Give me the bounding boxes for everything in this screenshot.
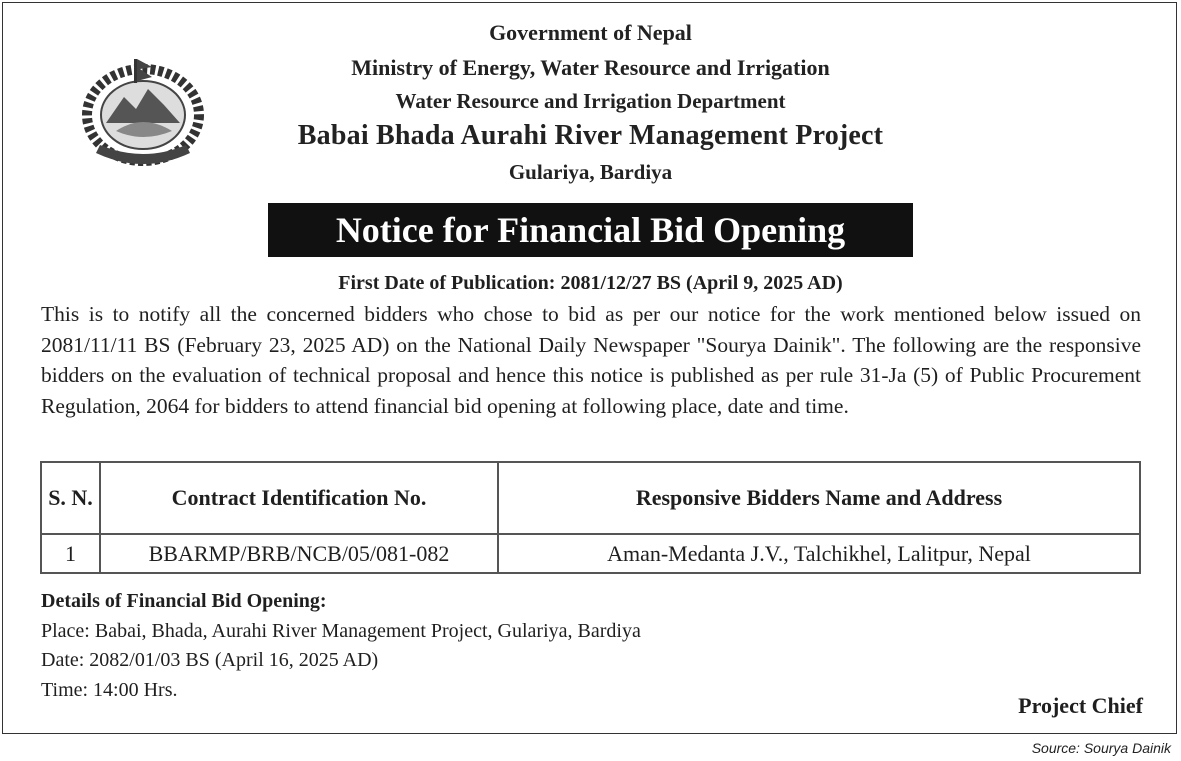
table-row: [41, 534, 1140, 573]
details-time: Time: 14:00 Hrs.: [41, 678, 178, 701]
signer-title: Project Chief: [1018, 693, 1143, 718]
source-credit: Source: Sourya Dainik: [1031, 740, 1171, 756]
table-header-row: [41, 462, 1140, 534]
header-project: Babai Bhada Aurahi River Management Project: [297, 120, 884, 151]
header-government: Government of Nepal: [489, 20, 692, 45]
col-header-contract-id: Contract Identification No.: [100, 462, 498, 534]
header-department: Water Resource and Irrigation Department: [395, 89, 786, 113]
header-ministry: Ministry of Energy, Water Resource and Irrigation: [351, 55, 830, 80]
bidders-table: [40, 461, 1141, 574]
cell-sn: 1: [41, 534, 100, 573]
notice-body: This is to notify all the concerned bidders who chose to bid as per our notice for the work mentioned below issued on 2081/11/11 BS (February 23, 2025 AD) on the National Daily Newspaper "Sourya Dainik". The following are the responsive bidders on the evaluation of technical proposal and hence this notice is published as per rule 31-Ja (5) of Public Procurement Regulation, 2064 for bidders to attend financial bid opening at following place, date and time.: [41, 302, 1141, 418]
details-place: Place: Babai, Bhada, Aurahi River Management Project, Gulariya, Bardiya: [41, 619, 641, 642]
notice-title: Notice for Financial Bid Opening: [268, 203, 913, 257]
header-location: Gulariya, Bardiya: [508, 160, 673, 184]
bid-opening-details: [41, 587, 641, 705]
col-header-sn: S. N.: [41, 462, 100, 534]
cell-bidder: Aman-Medanta J.V., Talchikhel, Lalitpur, Nepal: [498, 534, 1140, 573]
cell-contract-id: BBARMP/BRB/NCB/05/081-082: [100, 534, 498, 573]
col-header-bidder: Responsive Bidders Name and Address: [498, 462, 1140, 534]
details-date: Date: 2082/01/03 BS (April 16, 2025 AD): [41, 649, 379, 671]
publication-date: First Date of Publication: 2081/12/27 BS (April 9, 2025 AD): [338, 272, 843, 294]
details-heading: Details of Financial Bid Opening:: [41, 590, 327, 612]
